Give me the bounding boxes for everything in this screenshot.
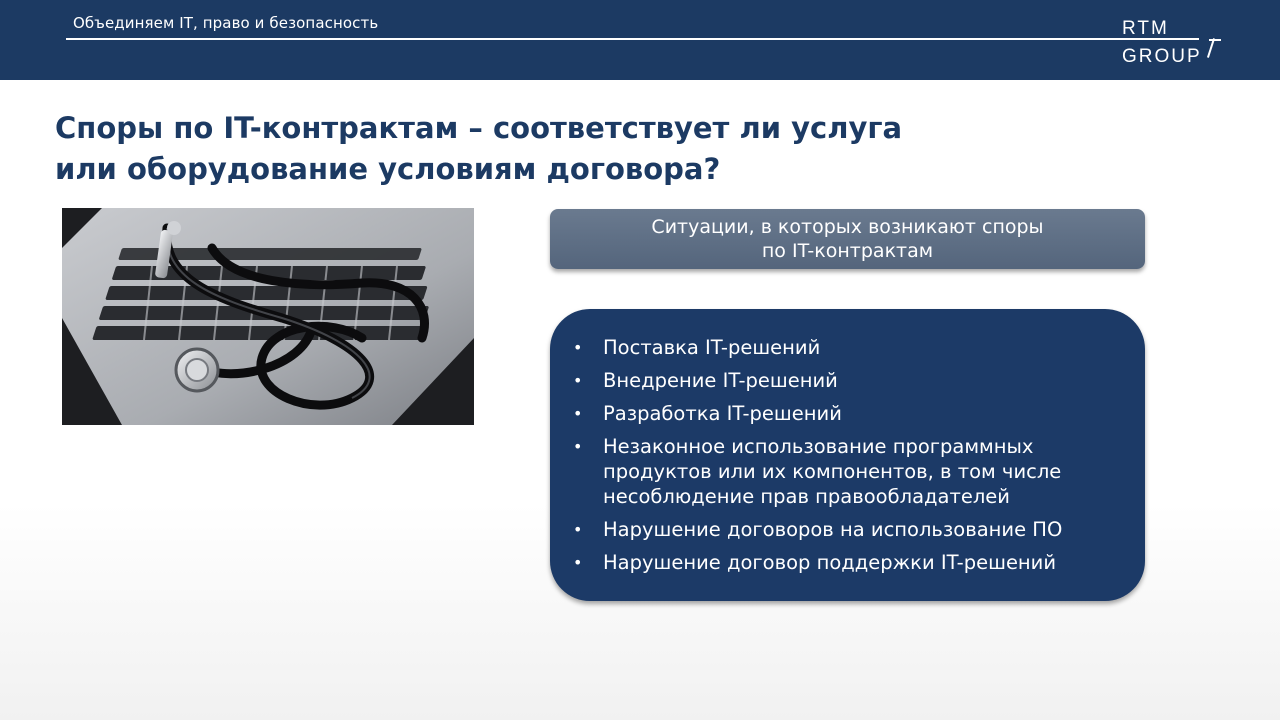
list-item <box>573 368 1115 393</box>
situations-line-1: Ситуации, в которых возникают споры <box>651 216 1044 238</box>
rtm-group-logo <box>1122 15 1202 71</box>
list-item-text: Нарушение договоров на использование ПО <box>603 518 1063 541</box>
header-bar <box>0 0 1280 80</box>
bullet-icon: • <box>573 553 583 572</box>
bullet-icon: • <box>573 520 583 539</box>
logo-slash-mark <box>1207 38 1215 58</box>
list-item-text: Незаконное использование программных <box>603 435 1034 458</box>
logo-line-2: GROUP <box>1122 46 1202 67</box>
bullet-icon: • <box>573 437 583 456</box>
laptop-stethoscope-photo <box>62 208 474 425</box>
bullet-icon: • <box>573 338 583 357</box>
header-tagline: Объединяем IT, право и безопасность <box>73 14 379 32</box>
list-item-text: Поставка IT-решений <box>603 336 821 359</box>
list-item-text: несоблюдение прав правообладателей <box>603 485 1010 508</box>
list-item-text: продуктов или их компонентов, в том числе <box>603 460 1062 483</box>
situations-header-box <box>550 209 1145 269</box>
list-item <box>573 550 1115 575</box>
logo-line-1: RTM <box>1122 18 1169 39</box>
header-divider <box>66 38 1199 40</box>
list-item-text: Нарушение договор поддержки IT-решений <box>603 551 1057 574</box>
list-item <box>573 335 1115 360</box>
list-item <box>573 401 1115 426</box>
slide-title-line-2: или оборудование условиям договора? <box>55 152 721 186</box>
list-item-text: Внедрение IT-решений <box>603 369 838 392</box>
dispute-list-box <box>550 309 1145 601</box>
logo-tick-mark <box>1209 39 1221 41</box>
list-item <box>573 517 1115 542</box>
list-item <box>573 434 1115 509</box>
bullet-icon: • <box>573 371 583 390</box>
situations-line-2: по IT-контрактам <box>761 240 934 262</box>
dispute-list <box>550 309 1145 575</box>
list-item-text: Разработка IT-решений <box>603 402 842 425</box>
photo-illustration <box>62 208 474 425</box>
slide-title-line-1: Споры по IT-контрактам – соответствует ли услуга <box>55 111 903 145</box>
bullet-icon: • <box>573 404 583 423</box>
slide-title <box>55 108 955 190</box>
